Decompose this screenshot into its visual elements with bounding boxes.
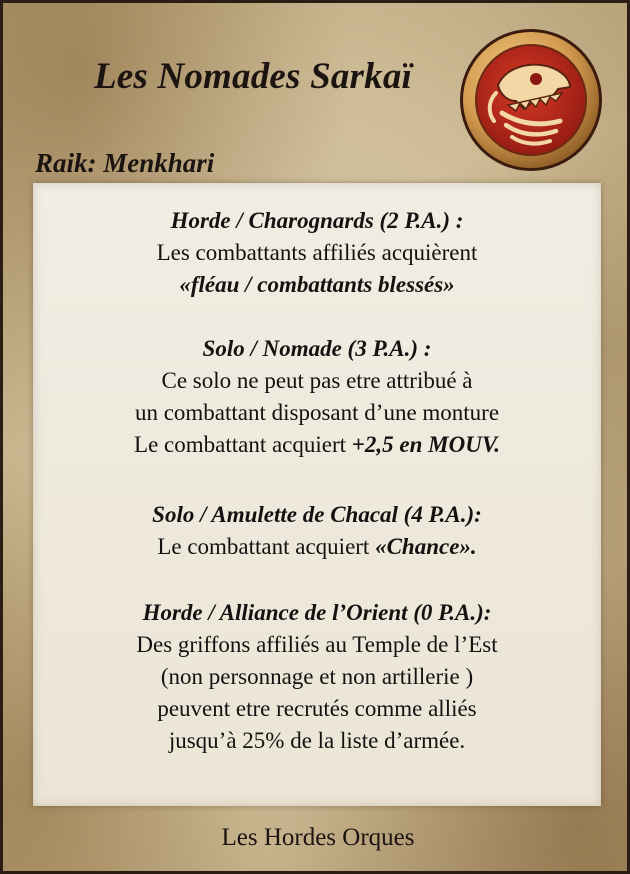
- ability-heading: Solo / Nomade (3 P.A.) :: [202, 336, 432, 361]
- ability-charognards: [33, 205, 601, 301]
- ability-text: Ce solo ne peut pas etre attribué à: [161, 368, 473, 393]
- abilities-panel: [33, 183, 601, 806]
- card-title: Les Nomades Sarkaï: [93, 56, 413, 97]
- ability-text: Des griffons affiliés au Temple de l’Est: [136, 632, 498, 657]
- jackal-skull-emblem-icon: [458, 27, 604, 173]
- ability-text-line: [33, 531, 601, 563]
- ability-amulette: [33, 499, 601, 563]
- ability-heading: Horde / Alliance de l’Orient (0 P.A.):: [142, 600, 492, 625]
- ability-text: Le combattant acquiert: [134, 432, 352, 457]
- ability-alliance: [33, 597, 601, 757]
- army-footer: Les Hordes Orques: [221, 824, 415, 851]
- ability-keyword: «Chance».: [375, 534, 477, 559]
- ability-text: Les combattants affiliés acquièrent: [156, 240, 478, 265]
- raik-subtitle: Raik: Menkhari: [35, 148, 215, 178]
- ability-text: (non personnage et non artillerie ): [160, 664, 474, 689]
- ability-heading: Solo / Amulette de Chacal (4 P.A.):: [152, 502, 482, 527]
- ability-text: jusqu’à 25% de la liste d’armée.: [168, 728, 466, 753]
- ability-text-line: [33, 429, 601, 461]
- ability-text: un combattant disposant d’une monture: [134, 400, 500, 425]
- ability-text: peuvent etre recrutés comme alliés: [157, 696, 477, 721]
- ability-text: Le combattant acquiert: [157, 534, 376, 559]
- ability-keyword: «fléau / combattants blessés»: [179, 272, 455, 297]
- ability-heading: Horde / Charognards (2 P.A.) :: [170, 208, 464, 233]
- ability-nomade: [33, 333, 601, 461]
- ability-keyword: +2,5 en MOUV.: [351, 432, 500, 457]
